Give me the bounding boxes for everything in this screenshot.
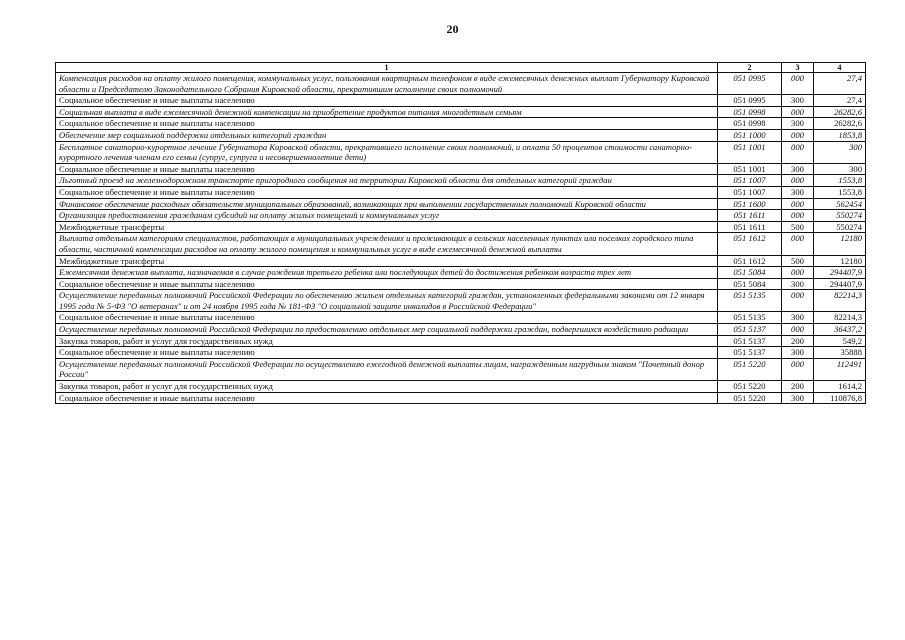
row-sum: 1614,2	[814, 381, 866, 393]
table-row	[56, 290, 866, 312]
row-expense-type: 000	[782, 141, 814, 163]
row-expense-type: 000	[782, 198, 814, 210]
row-sum: 82214,3	[814, 312, 866, 324]
row-sum: 110876,8	[814, 392, 866, 404]
table-row	[56, 255, 866, 267]
row-sum: 12180	[814, 233, 866, 255]
table-row	[56, 324, 866, 336]
table-header-row	[56, 63, 866, 73]
row-sum: 294407,9	[814, 267, 866, 279]
table-row	[56, 312, 866, 324]
row-name: Социальное обеспечение и иные выплаты населению	[56, 312, 718, 324]
row-target-code: 051 0998	[718, 118, 782, 130]
row-target-code: 051 5220	[718, 381, 782, 393]
row-sum: 12180	[814, 255, 866, 267]
row-expense-type: 200	[782, 335, 814, 347]
row-expense-type: 000	[782, 106, 814, 118]
row-name: Социальное обеспечение и иные выплаты населению	[56, 278, 718, 290]
row-name: Льготный проезд на железнодорожном транспорте пригородного сообщения на территории Кировской области для отдельных категорий граждан	[56, 175, 718, 187]
row-name: Финансовое обеспечение расходных обязательств муниципальных образований, возникающих при выполнении государственных полномочий Кировской области	[56, 198, 718, 210]
row-sum: 1853,8	[814, 129, 866, 141]
table-row	[56, 358, 866, 380]
row-expense-type: 000	[782, 175, 814, 187]
row-expense-type: 300	[782, 163, 814, 175]
row-target-code: 051 5084	[718, 267, 782, 279]
row-sum: 549,2	[814, 335, 866, 347]
row-target-code: 051 0995	[718, 73, 782, 95]
row-target-code: 051 1612	[718, 233, 782, 255]
row-sum: 27,4	[814, 95, 866, 107]
row-name: Ежемесячная денежная выплата, назначаемая в случае рождения третьего ребенка или последующих детей до достижения ребенком возраста трех лет	[56, 267, 718, 279]
row-sum: 82214,3	[814, 290, 866, 312]
row-sum: 26282,6	[814, 106, 866, 118]
row-expense-type: 300	[782, 186, 814, 198]
row-target-code: 051 5137	[718, 335, 782, 347]
table-row	[56, 267, 866, 279]
table-row	[56, 186, 866, 198]
row-sum: 550274	[814, 210, 866, 222]
row-name: Социальное обеспечение и иные выплаты населению	[56, 95, 718, 107]
row-target-code: 051 0995	[718, 95, 782, 107]
row-target-code: 051 5137	[718, 347, 782, 359]
table-row	[56, 175, 866, 187]
row-expense-type: 300	[782, 347, 814, 359]
table-row	[56, 335, 866, 347]
row-name: Межбюджетные трансферты	[56, 255, 718, 267]
row-target-code: 051 1000	[718, 129, 782, 141]
row-target-code: 051 5084	[718, 278, 782, 290]
row-sum: 1553,8	[814, 175, 866, 187]
column-header-sum: 4	[814, 63, 866, 73]
row-name: Компенсация расходов на оплату жилого помещения, коммунальных услуг, пользования квартирным телефоном в виде ежемесячных денежных выплат Губернатору Кировской области и Председателю Законодательного Собрания Кировской области, прекратившим исполнение своих полномочий	[56, 73, 718, 95]
row-target-code: 051 1007	[718, 186, 782, 198]
row-target-code: 051 5137	[718, 324, 782, 336]
row-expense-type: 500	[782, 221, 814, 233]
row-expense-type: 000	[782, 267, 814, 279]
row-target-code: 051 5220	[718, 392, 782, 404]
row-name: Социальное обеспечение и иные выплаты населению	[56, 163, 718, 175]
row-target-code: 051 1611	[718, 221, 782, 233]
row-target-code: 051 1001	[718, 141, 782, 163]
table-row	[56, 141, 866, 163]
row-sum: 36437,2	[814, 324, 866, 336]
row-sum: 1553,8	[814, 186, 866, 198]
row-sum: 35888	[814, 347, 866, 359]
row-name: Социальное обеспечение и иные выплаты населению	[56, 392, 718, 404]
table-body	[56, 73, 866, 404]
table-row	[56, 106, 866, 118]
row-sum: 27,4	[814, 73, 866, 95]
page-number: 20	[446, 22, 459, 36]
table-row	[56, 221, 866, 233]
row-target-code: 051 1001	[718, 163, 782, 175]
table-row	[56, 210, 866, 222]
column-header-expense-type: 3	[782, 63, 814, 73]
row-sum: 550274	[814, 221, 866, 233]
row-sum: 562454	[814, 198, 866, 210]
row-expense-type: 000	[782, 210, 814, 222]
row-sum: 294407,9	[814, 278, 866, 290]
row-expense-type: 200	[782, 381, 814, 393]
budget-table	[55, 62, 866, 404]
row-target-code: 051 1611	[718, 210, 782, 222]
table-row	[56, 198, 866, 210]
row-name: Обеспечение мер социальной поддержки отдельных категорий граждан	[56, 129, 718, 141]
row-expense-type: 500	[782, 255, 814, 267]
row-target-code: 051 5135	[718, 312, 782, 324]
row-target-code: 051 1600	[718, 198, 782, 210]
row-target-code: 051 1612	[718, 255, 782, 267]
row-name: Социальное обеспечение и иные выплаты населению	[56, 347, 718, 359]
row-expense-type: 000	[782, 233, 814, 255]
table-row	[56, 347, 866, 359]
table-row	[56, 233, 866, 255]
row-sum: 26282,6	[814, 118, 866, 130]
table-row	[56, 129, 866, 141]
row-expense-type: 000	[782, 290, 814, 312]
row-target-code: 051 5220	[718, 358, 782, 380]
row-name: Закупка товаров, работ и услуг для государственных нужд	[56, 381, 718, 393]
row-expense-type: 300	[782, 95, 814, 107]
row-expense-type: 300	[782, 278, 814, 290]
row-sum: 300	[814, 163, 866, 175]
row-expense-type: 300	[782, 118, 814, 130]
table-row	[56, 381, 866, 393]
row-name: Социальное обеспечение и иные выплаты населению	[56, 118, 718, 130]
column-header-name: 1	[56, 63, 718, 73]
row-name: Социальная выплата в виде ежемесячной денежной компенсации на приобретение продуктов питания многодетным семьям	[56, 106, 718, 118]
row-name: Осуществление переданных полномочий Российской Федерации по предоставлению отдельных мер социальной поддержки граждан, подвергшихся воздействию радиации	[56, 324, 718, 336]
row-name: Межбюджетные трансферты	[56, 221, 718, 233]
row-expense-type: 000	[782, 358, 814, 380]
row-name: Социальное обеспечение и иные выплаты населению	[56, 186, 718, 198]
table-row	[56, 278, 866, 290]
row-expense-type: 000	[782, 129, 814, 141]
row-name: Бесплатное санаторно-курортное лечение Губернатора Кировской области, прекратившего исполнение своих полномочий, и оплата 50 процентов стоимости санаторно-курортного лечения членам его семьи (супруг, супруга и несовершеннолетние дети)	[56, 141, 718, 163]
table-row	[56, 95, 866, 107]
row-target-code: 051 0998	[718, 106, 782, 118]
row-target-code: 051 5135	[718, 290, 782, 312]
row-name: Закупка товаров, работ и услуг для государственных нужд	[56, 335, 718, 347]
table-row	[56, 118, 866, 130]
table-row	[56, 392, 866, 404]
row-expense-type: 000	[782, 73, 814, 95]
row-sum: 300	[814, 141, 866, 163]
row-expense-type: 000	[782, 324, 814, 336]
table-row	[56, 73, 866, 95]
row-expense-type: 300	[782, 392, 814, 404]
row-name: Выплата отдельным категориям специалистов, работающих в муниципальных учреждениях и проживающих в сельских населенных пунктах или поселках городского типа области, частичной компенсации расходов на оплату жилого помещения и коммунальных услуг в виде ежемесячной денежной выплаты	[56, 233, 718, 255]
row-name: Осуществление переданных полномочий Российской Федерации по обеспечению жильем отдельных категорий граждан, установленных федеральными законами от 12 января 1995 года № 5-ФЗ "О ветеранах" и от 24 ноября 1995 года № 181-ФЗ "О социальной защите инвалидов в Российской Федерации"	[56, 290, 718, 312]
row-name: Осуществление переданных полномочий Российской Федерации по осуществлению ежегодной денежной выплаты лицам, награжденным нагрудным знаком "Почетный донор России"	[56, 358, 718, 380]
row-expense-type: 300	[782, 312, 814, 324]
row-sum: 112491	[814, 358, 866, 380]
row-name: Организация предоставления гражданам субсидий на оплату жилых помещений и коммунальных услуг	[56, 210, 718, 222]
table-row	[56, 163, 866, 175]
column-header-target-code: 2	[718, 63, 782, 73]
row-target-code: 051 1007	[718, 175, 782, 187]
